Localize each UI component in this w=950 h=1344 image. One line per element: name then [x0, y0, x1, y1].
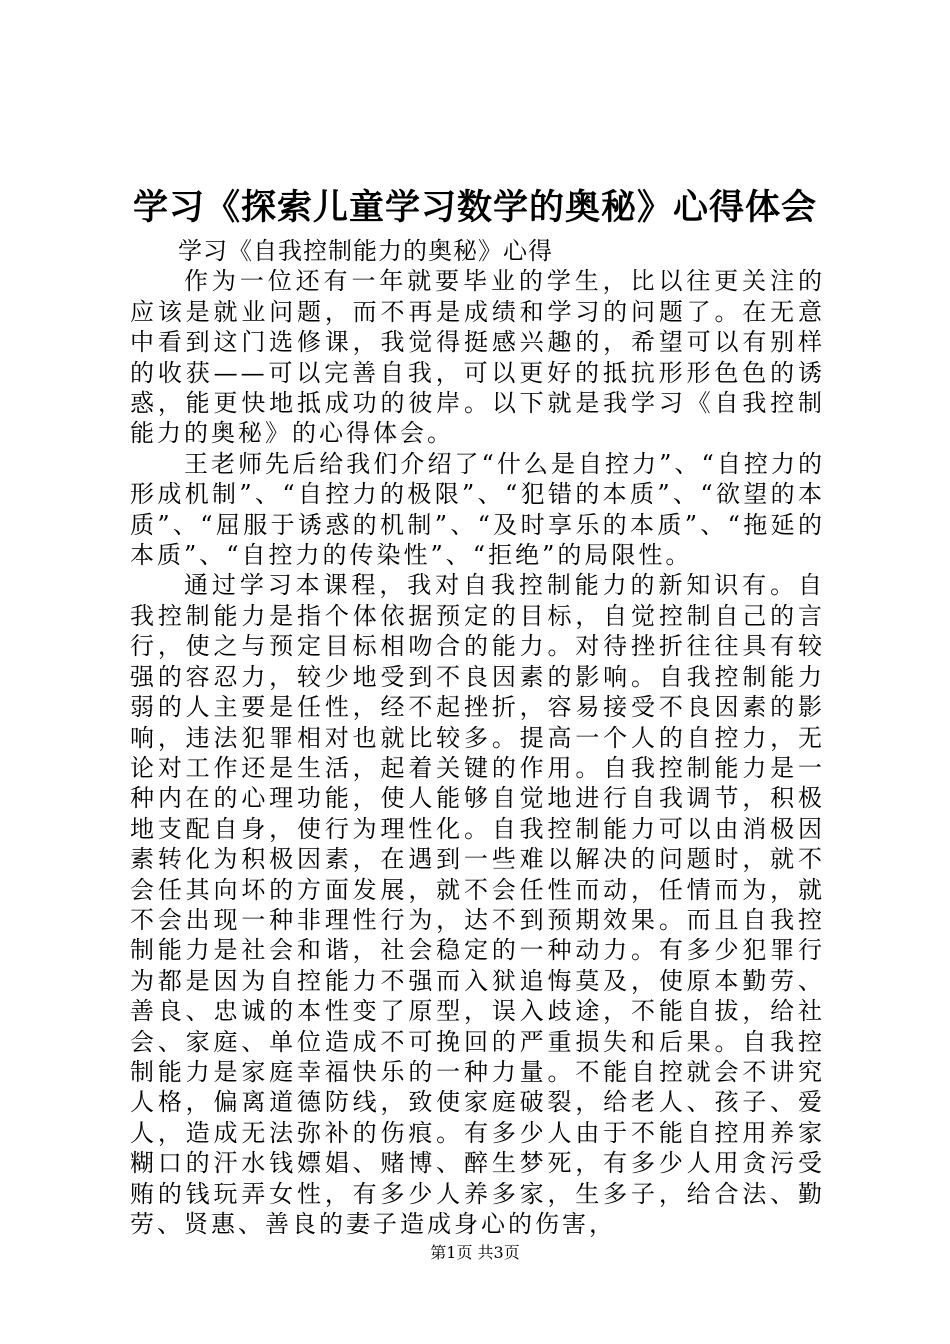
page-number-footer: 第1页 共3页 [430, 1243, 520, 1262]
paragraph-2: 王老师先后给我们介绍了“什么是自控力”、“自控力的形成机制”、“自控力的极限”、“犯错的本质”、“欲望的本质”、“屈服于诱惑的机制”、“及时享乐的本质”、“拖延的本质”、“自控力的传染性”、“拒绝”的局限性。 [130, 449, 825, 570]
paragraph-3: 通过学习本课程，我对自我控制能力的新知识有。自我控制能力是指个体依据预定的目标，自觉控制自己的言行，使之与预定目标相吻合的能力。对待挫折往往具有较强的容忍力，较少地受到不良因素的影响。自我控制能力弱的人主要是任性，经不起挫折，容易接受不良因素的影响，违法犯罪相对也就比较多。提高一个人的自控力，无论对工作还是生活，起着关键的作用。自我控制能力是一种内在的心理功能，使人能够自觉地进行自我调节，积极地支配自身，使行为理性化。自我控制能力可以由消极因素转化为积极因素，在遇到一些难以解决的问题时，就不会任其向坏的方面发展，就不会任性而动，任情而为，就不会出现一种非理性行为，达不到预期效果。而且自我控制能力是社会和谐，社会稳定的一种动力。有多少犯罪行为都是因为自控能力不强而入狱追悔莫及，使原本勤劳、善良、忠诚的本性变了原型，误入歧途，不能自拔，给社会、家庭、单位造成不可挽回的严重损失和后果。自我控制能力是家庭幸福快乐的一种力量。不能自控就会不讲究人格，偏离道德防线，致使家庭破裂，给老人、孩子、爱人，造成无法弥补的伤痕。有多少人由于不能自控用养家糊口的汗水钱嫖娼、赌博、醉生梦死，有多少人用贪污受贿的钱玩弄女性，有多少人养多家，生多子，给合法、勤劳、贤惠、善良的妻子造成身心的伤害， [130, 571, 825, 1238]
document-body [130, 236, 825, 1239]
paragraph-1: 作为一位还有一年就要毕业的学生，比以往更关注的应该是就业问题，而不再是成绩和学习的问题了。在无意中看到这门选修课，我觉得挺感兴趣的，希望可以有别样的收获——可以完善自我，可以更好的抵抗形形色色的诱惑，能更快地抵成功的彼岸。以下就是我学习《自我控制能力的奥秘》的心得体会。 [130, 267, 825, 448]
document-title: 学习《探索儿童学习数学的奥秘》心得体会 [132, 188, 817, 228]
document-subtitle: 学习《自我控制能力的奥秘》心得 [178, 237, 553, 265]
